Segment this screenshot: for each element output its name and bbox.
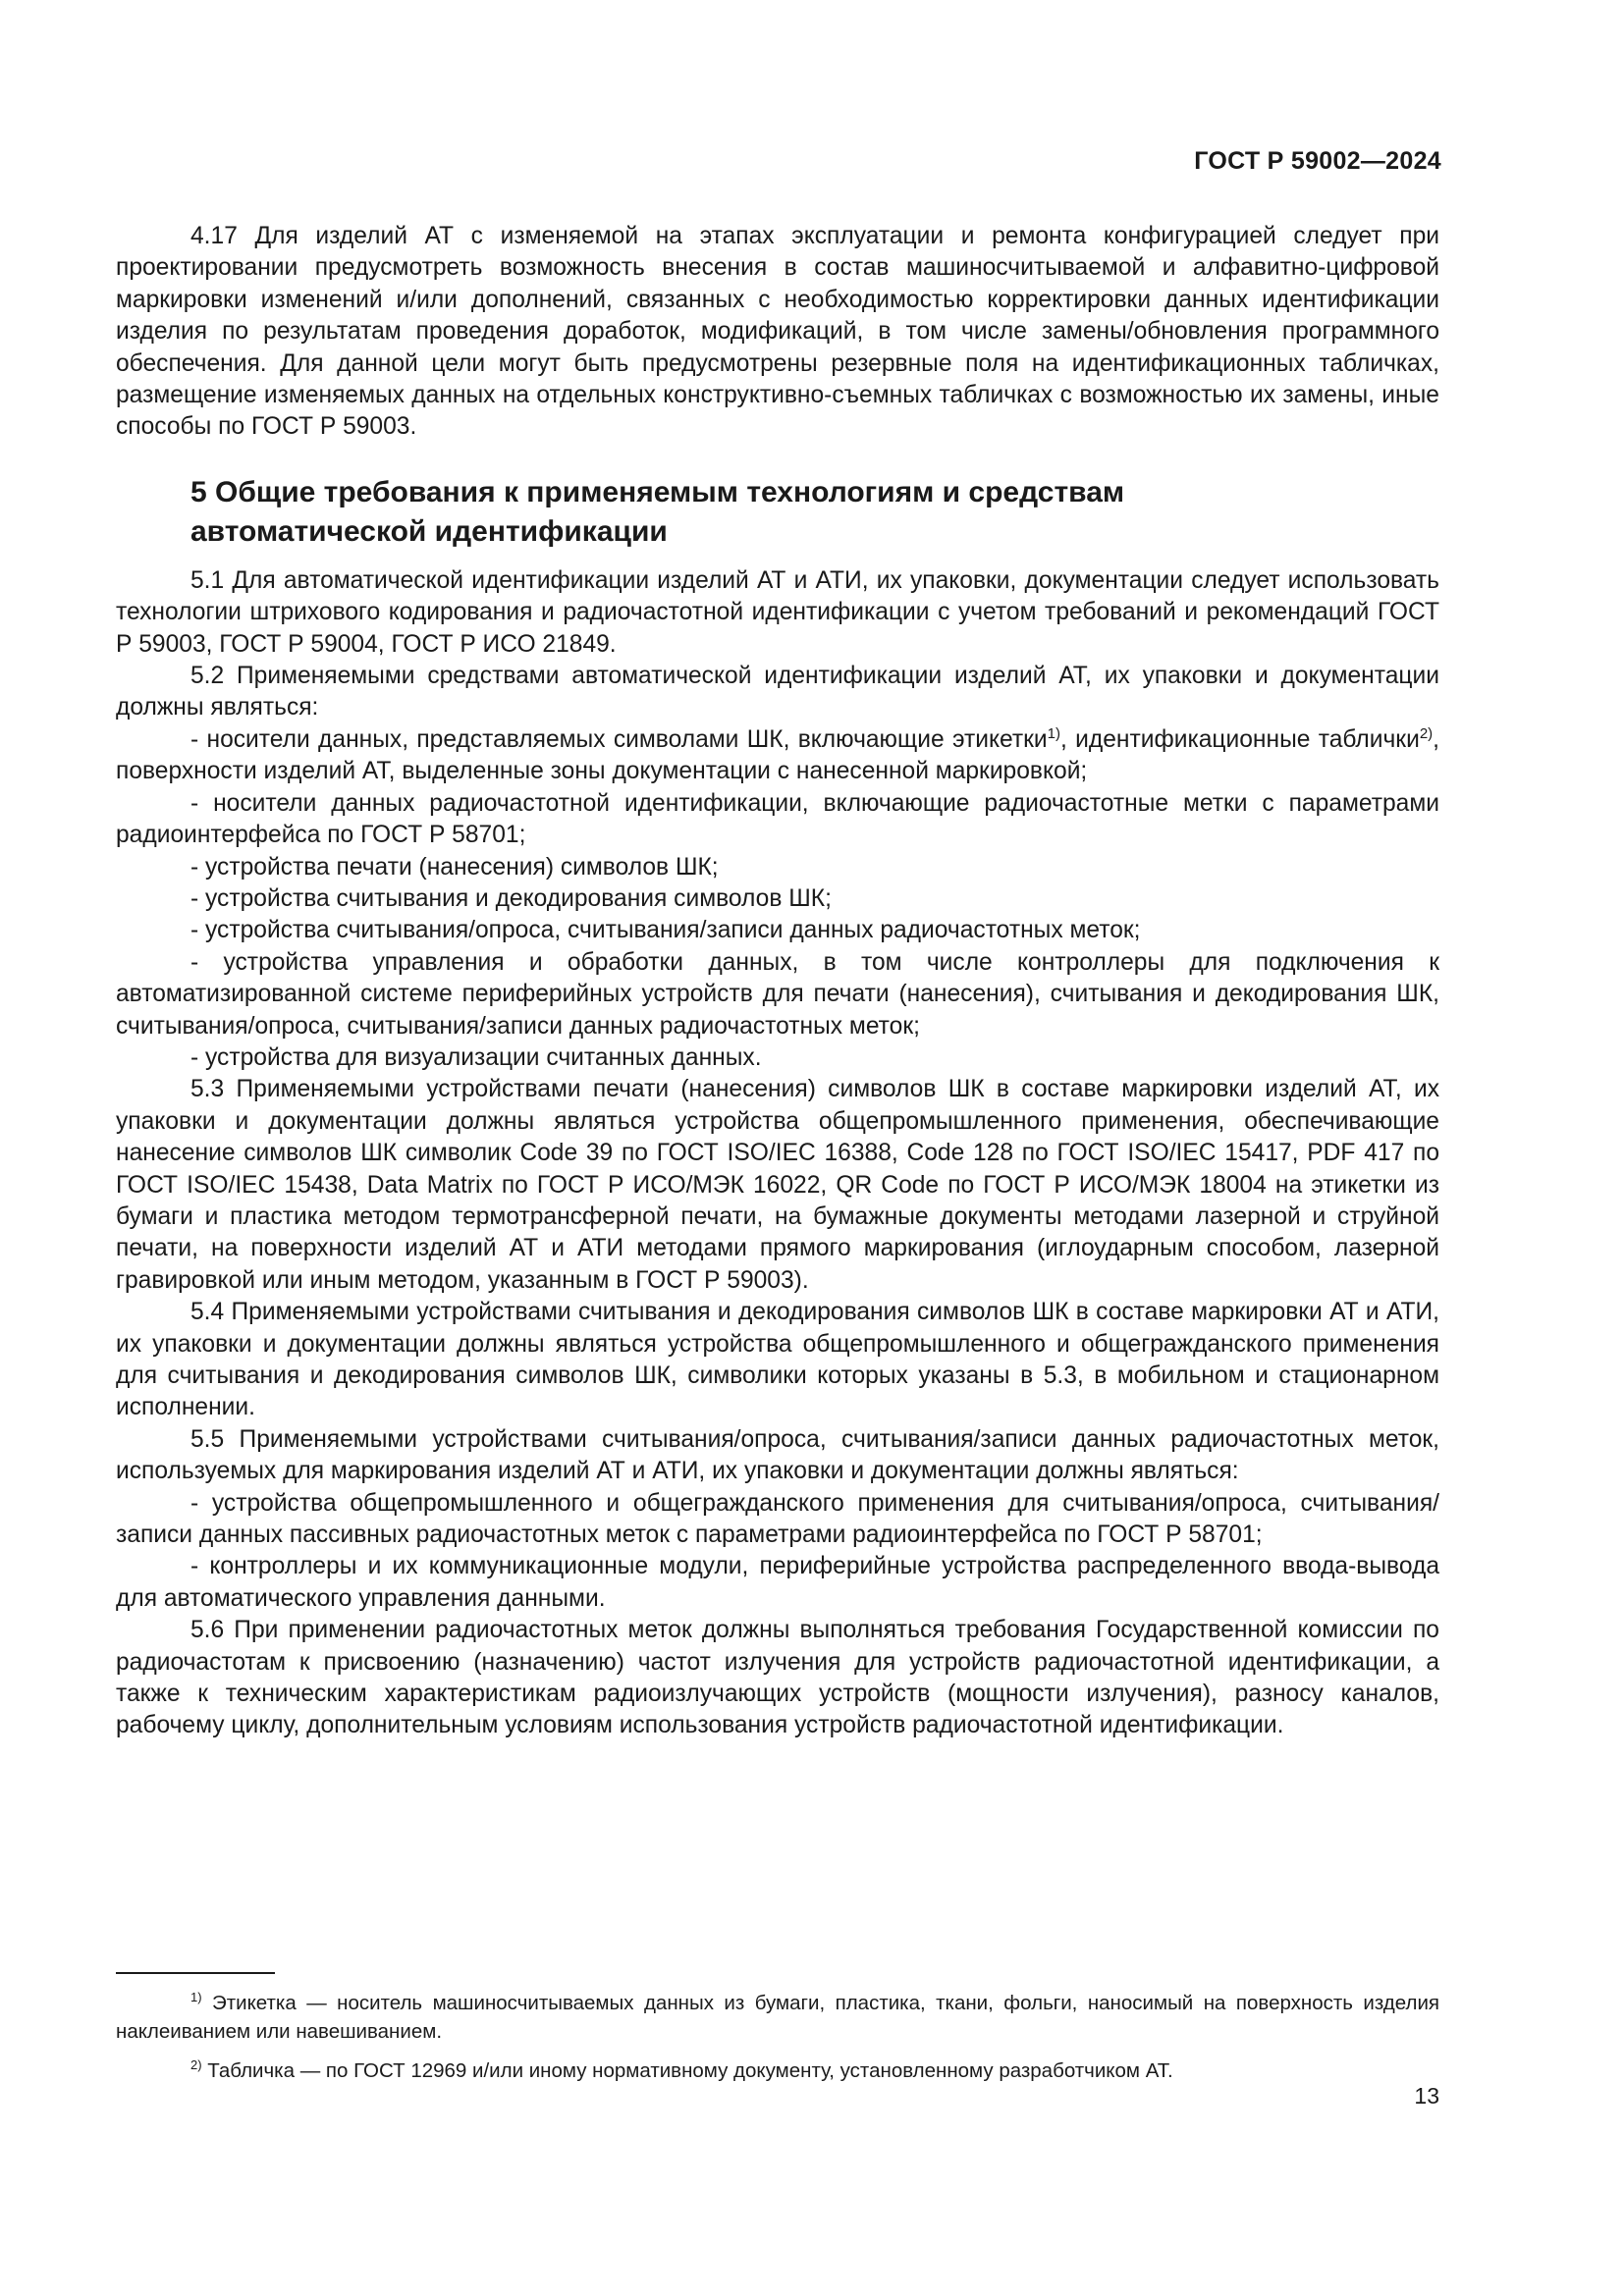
list-item-5-5-2: - контроллеры и их коммуникационные модули, периферийные устройства распределенного ввода-вывода для автоматического управления данными. <box>116 1553 1439 1612</box>
section-5-heading <box>190 473 1439 552</box>
footnote-ref-2: 2) <box>1419 724 1434 742</box>
page-body <box>116 221 1439 1742</box>
clause-5-1: 5.1 Для автоматической идентификации изделий АТ и АТИ, их упаковки, документации следует использовать технологии штрихового кодирования и радиочастотной идентификации с учетом требований и рекомендаций ГОСТ Р 59003, ГОСТ Р 59004, ГОСТ Р ИСО 21849. <box>116 566 1439 658</box>
footnote-text: Этикетка — носитель машиносчитываемых данных из бумаги, пластика, ткани, фольги, наносимый на поверхность изделия наклеиванием или навешиванием. <box>116 1992 1439 2043</box>
footnote-separator <box>116 1972 275 1974</box>
footnote-2 <box>116 2056 1439 2085</box>
footnote-mark: 1) <box>190 1990 202 2005</box>
list-item-5-2-2: - носители данных радиочастотной идентификации, включающие радиочастотные метки с параметрами радиоинтерфейса по ГОСТ Р 58701; <box>116 789 1439 849</box>
list-item-5-2-6: - устройства управления и обработки данных, в том числе контроллеры для подключения к автоматизированной системе периферийных устройств для печати (нанесения), считывания и декодирования ШК, считывания/опроса, считывания/записи данных радиочастотных меток; <box>116 948 1439 1040</box>
list-item-5-5-1: - устройства общепромышленного и общегражданского применения для считывания/опроса, считывания/записи данных пассивных радиочастотных меток с параметрами радиоинтерфейса по ГОСТ Р 58701; <box>116 1489 1439 1549</box>
list-item-text: - носители данных, представляемых символами ШК, включающие этикетки <box>190 725 1048 753</box>
page-number: 13 <box>1414 2083 1439 2109</box>
list-item-text: , идентификационные таблички <box>1059 725 1420 753</box>
clause-5-4: 5.4 Применяемыми устройствами считывания и декодирования символов ШК в составе маркировки АТ и АТИ, их упаковки и документации должны являться устройства общепромышленного и общегражданского применения для считывания и декодирования символов ШК, символики которых указаны в 5.3, в мобильном и стационарном исполнении. <box>116 1299 1439 1421</box>
section-5-heading-line-2: автоматической идентификации <box>190 514 668 548</box>
clause-5-5: 5.5 Применяемыми устройствами считывания/опроса, считывания/записи данных радиочастотных меток, используемых для маркирования изделий АТ и АТИ, их упаковки и документации должны являться: <box>116 1425 1439 1485</box>
footnote-mark: 2) <box>190 2057 202 2073</box>
footnote-ref-1: 1) <box>1047 724 1060 742</box>
section-5-heading-line-1: 5 Общие требования к применяемым технологиям и средствам <box>190 475 1125 508</box>
footnotes <box>116 1989 1439 2096</box>
document-designation: ГОСТ Р 59002—2024 <box>1194 147 1441 175</box>
clause-4-17: 4.17 Для изделий АТ с изменяемой на этапах эксплуатации и ремонта конфигурацией следует при проектировании предусмотреть возможность внесения в состав машиносчитываемой и алфавитно-цифровой маркировки изменений и/или дополнений, связанных с необходимостью корректировки данных идентификации изделия по результатам проведения доработок, модификаций, в том числе замены/обновления программного обеспечения. Для данной цели могут быть предусмотрены резервные поля на идентификационных табличках, размещение изменяемых данных на отдельных конструктивно-съемных табличках с возможностью их замены, иные способы по ГОСТ Р 59003. <box>116 223 1439 441</box>
list-item-5-2-3: - устройства печати (нанесения) символов ШК; <box>190 853 719 881</box>
list-item-text: , поверхности изделий АТ, выделенные зоны документации с нанесенной маркировкой; <box>116 725 1439 785</box>
footnote-text: Табличка — по ГОСТ 12969 и/или иному нормативному документу, установленному разработчиком АТ. <box>201 2059 1173 2082</box>
list-item-5-2-7: - устройства для визуализации считанных данных. <box>190 1043 762 1071</box>
list-item-5-2-4: - устройства считывания и декодирования символов ШК; <box>190 884 832 912</box>
list-item-5-2-5: - устройства считывания/опроса, считывания/записи данных радиочастотных меток; <box>190 917 1141 944</box>
list-item-5-2-1 <box>116 724 1439 788</box>
clause-5-6: 5.6 При применении радиочастотных меток должны выполняться требования Государственной комиссии по радиочастотам к присвоению (назначению) частот излучения для устройств радиочастотной идентификации, а также к техническим характеристикам радиоизлучающих устройств (мощности излучения), разносу каналов, рабочему циклу, дополнительным условиям использования устройств радиочастотной идентификации. <box>116 1617 1439 1739</box>
footnote-1 <box>116 1989 1439 2046</box>
clause-5-3: 5.3 Применяемыми устройствами печати (нанесения) символов ШК в составе маркировки изделий АТ, их упаковки и документации должны являться устройства общепромышленного применения, обеспечивающие нанесение символов ШК символик Code 39 по ГОСТ ISO/IEC 16388, Code 128 по ГОСТ ISO/IEC 15417, PDF 417 по ГОСТ ISO/IEC 15438, Data Matrix по ГОСТ Р ИСО/МЭК 16022, QR Code по ГОСТ Р ИСО/МЭК 18004 на этикетки из бумаги и пластика методом термотрансферной печати, на бумажные документы методами лазерной и струйной печати, на поверхности изделий АТ и АТИ методами прямого маркирования (иглоударным способом, лазерной гравировкой или иным методом, указанным в ГОСТ Р 59003). <box>116 1076 1439 1294</box>
clause-5-2: 5.2 Применяемыми средствами автоматической идентификации изделий АТ, их упаковки и документации должны являться: <box>116 663 1439 721</box>
